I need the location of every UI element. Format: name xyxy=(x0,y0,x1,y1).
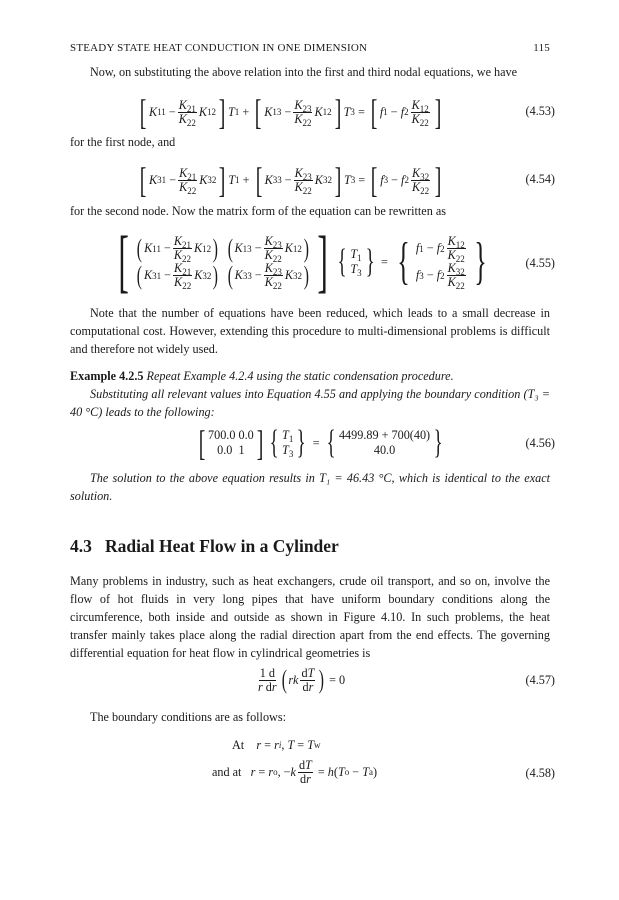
paragraph-first-node: for the first node, and xyxy=(70,135,176,149)
equation-number-4-54: (4.54) xyxy=(525,172,555,186)
section-number: 4.3 xyxy=(70,536,92,556)
paragraph-cylinder: Many problems in industry, such as heat exchangers, crude oil transport, and so on, involve the flow of hot fluids in very long pipes that have uniform boundary conditions along the circumference, both inside and outside as shown in Figure 4.10. In such problems, the heat transfer mainly takes place along the radial direction apart from the end effects. The governing differential equation for heat flow in cylindrical geometries is xyxy=(70,574,550,660)
equation-number-4-53: (4.53) xyxy=(525,104,555,118)
bc-outer: and at r = r o , − k $\frac{dT}{dr}$ = h ( T o − T a ) xyxy=(212,757,378,786)
paragraph-substitution: Now, on substituting the above relation into the first and third nodal equations, we have xyxy=(90,65,518,79)
equation-4-54: [ K 31 − $\frac{K_{21}}{K_{22}}$ K 32 ] T 1 + [ K 33 − $\frac{K_{23}}{K_{22}}$ K 32 ] T 3 = [ f 3 − f 2 $\frac{K_{32}}{K_{22}}$ ] xyxy=(139,160,442,200)
m456-a21: 0.0 xyxy=(217,443,233,457)
bc-and-at-label: and at xyxy=(212,765,242,779)
paragraph-bc: The boundary conditions are as follows: xyxy=(90,710,286,724)
m456-r1: 4499.89 + 700(40) xyxy=(338,428,431,442)
equation-4-55: [ ( K 11 − $\frac{K_{21}}{K_{22}}$ K 12 ) ( K 13 − $\frac{K_{23}}{K_{22}}$ K 12 ) ( K 31 − $\frac{K_{21}}{K_{22}}$ K 32 ) ( K 33 − $\frac{K_{23}}{K_{22}}$ K 32 ) ] { $T_1$ $T_3$ } = { f 1 − f 2 $\frac{K_{12}}{K_{22}}$ f 3 − f 2 $\frac{K_{32}}{K_{22}}$ } xyxy=(118,223,487,300)
example-body: Substituting all relevant values into Equation 4.55 and applying the boundary condition (T₃ = 40 °C) leads to the following: xyxy=(70,387,550,419)
page-number: 115 xyxy=(533,42,550,54)
m456-a12: 0.0 xyxy=(238,428,254,442)
example-title: Repeat Example 4.2.4 using the static condensation procedure. xyxy=(146,369,454,383)
equation-number-4-58: (4.58) xyxy=(525,766,555,780)
bc-at-label: At xyxy=(232,738,245,752)
running-title: STEADY STATE HEAT CONDUCTION IN ONE DIMENSION xyxy=(70,42,368,54)
equation-4-53: [ K 11 − $\frac{K_{21}}{K_{22}}$ K 12 ] T 1 + [ K 13 − $\frac{K_{23}}{K_{22}}$ K 12 ] T 3 = [ f 1 − f 2 $\frac{K_{12}}{K_{22}}$ ] xyxy=(139,92,442,132)
equation-number-4-55: (4.55) xyxy=(525,256,555,270)
running-header xyxy=(70,39,550,57)
equation-4-57: $\frac{1 d}{\text{r dr}}$ ( rk $\frac{dT}{dr}$ ) = 0 xyxy=(258,665,346,694)
equation-4-56: [ 700.0 0.0 0.0 1 ] { $T_1$ $T_3$ } = { 4499.89 + 700(40) 40.0 } xyxy=(198,423,443,463)
paragraph-note: Note that the number of equations have been reduced, which leads to a small decrease in computational cost. However, extending this procedure to multi-dimensional problems is difficult and therefore not widely used. xyxy=(70,306,550,356)
section-title: Radial Heat Flow in a Cylinder xyxy=(105,536,339,556)
section-heading xyxy=(70,537,339,555)
example-heading xyxy=(70,367,550,385)
paragraph-second-node: for the second node. Now the matrix form of the equation can be rewritten as xyxy=(70,204,446,218)
example-result: The solution to the above equation results in T₁ = 46.43 °C, which is identical to the exact solution. xyxy=(70,471,550,503)
m456-r2: 40.0 xyxy=(373,443,396,457)
equation-number-4-57: (4.57) xyxy=(525,673,555,687)
m456-a22: 1 xyxy=(238,443,245,457)
m456-a11: 700.0 xyxy=(208,428,236,442)
bc-inner: At r = r i , T = T w xyxy=(232,738,321,752)
equation-number-4-56: (4.56) xyxy=(525,436,555,450)
example-label: Example 4.2.5 xyxy=(70,369,144,383)
